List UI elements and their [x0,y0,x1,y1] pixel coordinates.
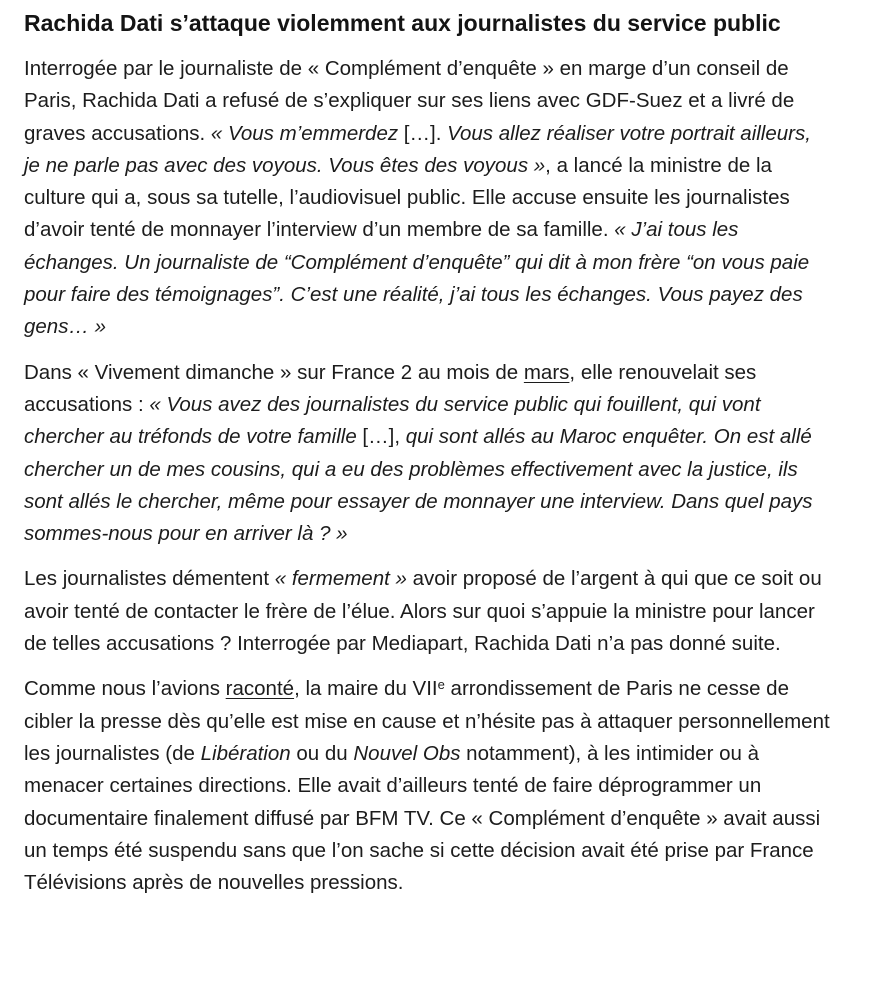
quote-run: « fermement » [274,567,407,591]
text-run: […]. [403,121,448,145]
paragraph-3 [24,563,830,660]
superscript-e: e [437,677,445,693]
text-run: notamment), à les intimider ou à menacer certaines directions. Elle avait d’ailleurs tenté de faire déprogrammer un documentaire finalement diffusé par BFM TV. Ce « Complément d’enquête » avait aussi un temps été suspendu sans que l’on sache si cette décision avait été prise par France Télévisions après de nouvelles pressions. [24,741,821,895]
link-raconte[interactable]: raconté [225,677,295,701]
quote-run: « Vous m’emmerdez [210,121,404,145]
publication-name-liberation: Libération [200,741,291,765]
text-run: Comme nous l’avions [24,677,226,701]
text-run: avoir proposé de l’argent à qui que ce soit ou avoir tenté de contacter le frère de l’élue. Alors sur quoi s’appuie la ministre pour lancer de telles accusations ? Interrogée par Mediapart, Rachida Dati n’a pas donné suite. [24,567,822,656]
text-run: , a lancé la ministre de la culture qui a, sous sa tutelle, l’audiovisuel public. Elle accuse ensuite les journalistes d’avoir tenté de monnayer l’interview d’un membre de sa famille. [24,153,790,242]
link-mars[interactable]: mars [523,360,570,384]
paragraph-2 [24,357,830,551]
quote-run: « J’ai tous les échanges. Un journaliste de “Complément d’enquête” qui dit à mon frère “on vous paie pour faire des témoignages”. C’est une réalité, j’ai tous les échanges. Vous payez des gens… » [24,218,810,339]
text-run: , la maire du VII [294,677,438,701]
quote-run: « Vous avez des journalistes du service public qui fouillent, qui vont chercher au tréfonds de votre famille [24,392,761,449]
text-run: Interrogée par le journaliste de « Complément d’enquête » en marge d’un conseil de Paris, Rachida Dati a refusé de s’expliquer sur ses liens avec GDF-Suez et a livré de graves accusations. [24,57,795,145]
text-run: arrondissement de Paris ne cesse de cibler la presse dès qu’elle est mise en cause et n’hésite pas à attaquer personnellement les journalistes (de [24,677,830,765]
quote-run: qui sont allés au Maroc enquêter. On est allé chercher un de mes cousins, qui a eu des problèmes effectivement avec la justice, ils sont allés le chercher, même pour essayer de monnayer une interview. Dans quel pays sommes-nous pour en arriver là ? » [24,425,813,546]
text-run: Les journalistes démentent [24,567,275,591]
quote-run: Vous allez réaliser votre portrait ailleurs, je ne parle pas avec des voyous. Vous êtes des voyous » [24,121,811,177]
text-run: , elle renouvelait ses accusations : [24,360,757,416]
publication-name-nouvel-obs: Nouvel Obs [353,741,461,765]
text-run: Dans « Vivement dimanche » sur France 2 au mois de [24,360,524,384]
text-run: ou du [290,741,354,765]
paragraph-4 [24,673,830,899]
text-run: […], [362,425,406,449]
paragraph-1 [24,53,830,344]
article-section-heading: Rachida Dati s’attaque violemment aux journalistes du service public [24,10,781,36]
